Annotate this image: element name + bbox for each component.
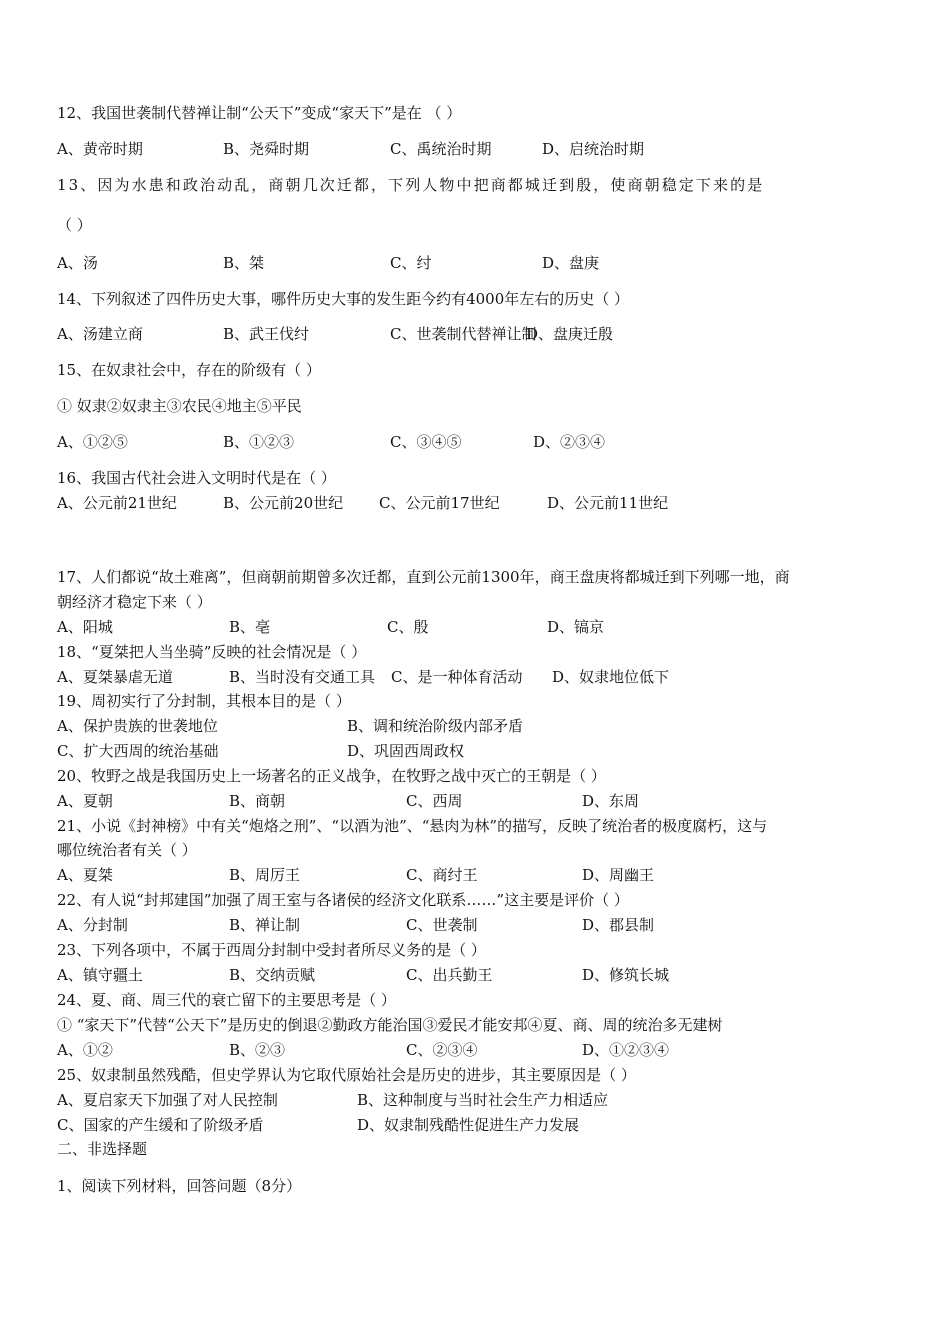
question-23: 23、下列各项中，不属于西周分封制中受封者所尽义务的是（ ） <box>57 941 486 959</box>
question-15: 15、在奴隶社会中，存在的阶级有（ ） <box>57 361 321 379</box>
option-d: D、②③④ <box>533 433 606 451</box>
question-15-choices: ① 奴隶②奴隶主③农民④地主⑤平民 <box>57 397 302 415</box>
option-a: A、夏启家天下加强了对人民控制 <box>57 1091 278 1109</box>
question-16: 16、我国古代社会进入文明时代是在（ ） <box>57 469 336 487</box>
question-24-choices: ① “家天下”代替“公天下”是历史的倒退②勤政方能治国③爱民才能安邦④夏、商、周的统治多无建树 <box>57 1016 723 1034</box>
option-a: A、①②⑤ <box>57 433 128 451</box>
option-d: D、公元前11世纪 <box>547 494 669 512</box>
question-21-options <box>57 865 654 885</box>
option-d: D、东周 <box>582 792 640 810</box>
question-20: 20、牧野之战是我国历史上一场著名的正义战争，在牧野之战中灭亡的王朝是（ ） <box>57 767 606 785</box>
non-choice-question-1: 1、阅读下列材料，回答问题（8分） <box>57 1177 302 1195</box>
question-25: 25、奴隶制虽然残酷，但史学界认为它取代原始社会是历史的进步，其主要原因是（ ） <box>57 1066 636 1084</box>
option-b: B、商朝 <box>229 792 286 810</box>
option-d: D、周幽王 <box>582 866 655 884</box>
option-d: D、巩固西周政权 <box>347 742 465 760</box>
option-b: B、交纳贡赋 <box>229 966 316 984</box>
question-24: 24、夏、商、周三代的衰亡留下的主要思考是（ ） <box>57 991 396 1009</box>
option-d: D、奴隶制残酷性促进生产力发展 <box>357 1116 580 1134</box>
option-a: A、汤建立商 <box>57 325 143 343</box>
option-d: D、修筑长城 <box>582 966 670 984</box>
option-c: C、商纣王 <box>406 866 478 884</box>
question-21-cont: 哪位统治者有关（ ） <box>57 841 197 859</box>
option-d: D、奴隶地位低下 <box>552 668 670 686</box>
option-a: A、黄帝时期 <box>57 140 143 158</box>
option-a: A、公元前21世纪 <box>57 494 177 512</box>
option-b: B、①②③ <box>223 433 295 451</box>
option-c: C、纣 <box>390 254 432 272</box>
option-c: C、出兵勤王 <box>406 966 493 984</box>
option-c: C、世袭制代替禅让制 <box>390 325 537 343</box>
option-b: B、武王伐纣 <box>223 325 310 343</box>
option-a: A、夏桀暴虐无道 <box>57 668 173 686</box>
question-17-options <box>57 617 604 637</box>
question-13: 13、因为水患和政治动乱，商朝几次迁都，下列人物中把商都城迁到殷，使商朝稳定下来的是 <box>57 176 765 194</box>
option-b: B、②③ <box>229 1041 286 1059</box>
question-21: 21、小说《封神榜》中有关“炮烙之刑”、“以酒为池”、“悬肉为林”的描写，反映了统治者的极度腐朽，这与 <box>57 817 768 835</box>
question-24-options <box>57 1040 669 1060</box>
question-19-options-row2 <box>57 741 464 761</box>
option-b: B、当时没有交通工具 <box>229 668 376 686</box>
option-a: A、保护贵族的世袭地位 <box>57 717 218 735</box>
option-c: C、禹统治时期 <box>390 140 492 158</box>
option-b: B、亳 <box>229 618 271 636</box>
question-17-cont: 朝经济才稳定下来（ ） <box>57 593 212 611</box>
question-18: 18、“夏桀把人当坐骑”反映的社会情况是（ ） <box>57 643 367 661</box>
question-13-paren: （ ） <box>57 216 92 234</box>
option-b: B、禅让制 <box>229 916 301 934</box>
question-17: 17、人们都说“故土难离”，但商朝前期曾多次迁都，直到公元前1300年，商王盘庚将都城迁到下列哪一地，商 <box>57 568 790 586</box>
option-c: C、国家的产生缓和了阶级矛盾 <box>57 1116 264 1134</box>
option-c: C、公元前17世纪 <box>379 494 500 512</box>
question-16-options <box>57 493 668 513</box>
option-a: A、夏朝 <box>57 792 113 810</box>
option-c: C、是一种体育活动 <box>391 668 523 686</box>
section-heading: 二、非选择题 <box>57 1140 148 1158</box>
question-19-options-row1 <box>57 716 523 736</box>
option-c: C、殷 <box>387 618 429 636</box>
option-c: C、②③④ <box>406 1041 478 1059</box>
option-a: A、阳城 <box>57 618 113 636</box>
question-12-options <box>57 139 644 159</box>
question-23-options <box>57 965 669 985</box>
question-12: 12、我国世袭制代替禅让制“公天下”变成“家天下”是在 （ ） <box>57 104 462 122</box>
option-d: D、盘庚 <box>542 254 600 272</box>
option-a: A、分封制 <box>57 916 128 934</box>
question-22-options <box>57 915 654 935</box>
question-15-options <box>57 432 605 452</box>
option-b: B、周厉王 <box>229 866 301 884</box>
option-a: A、夏桀 <box>57 866 113 884</box>
option-b: B、尧舜时期 <box>223 140 310 158</box>
question-14-options <box>57 324 613 344</box>
question-18-options <box>57 667 669 687</box>
question-25-options-row2 <box>57 1115 579 1135</box>
option-a: A、汤 <box>57 254 98 272</box>
option-b: B、桀 <box>223 254 265 272</box>
option-b: B、这种制度与当时社会生产力相适应 <box>357 1091 609 1109</box>
option-d: D、盘庚迁殷 <box>526 325 614 343</box>
option-d: D、启统治时期 <box>542 140 645 158</box>
question-25-options-row1 <box>57 1090 608 1110</box>
question-14: 14、下列叙述了四件历史大事，哪件历史大事的发生距今约有4000年左右的历史（ ） <box>57 290 630 308</box>
question-13-options <box>57 253 599 273</box>
option-d: D、郡县制 <box>582 916 655 934</box>
option-c: C、世袭制 <box>406 916 478 934</box>
option-c: C、西周 <box>406 792 463 810</box>
question-20-options <box>57 791 639 811</box>
option-c: C、③④⑤ <box>390 433 462 451</box>
option-d: D、①②③④ <box>582 1041 670 1059</box>
option-a: A、①② <box>57 1041 113 1059</box>
question-22: 22、有人说“封邦建国”加强了周王室与各诸侯的经济文化联系……”这主要是评价（ ） <box>57 891 629 909</box>
option-b: B、调和统治阶级内部矛盾 <box>347 717 524 735</box>
option-d: D、镐京 <box>547 618 605 636</box>
option-a: A、镇守疆土 <box>57 966 143 984</box>
option-b: B、公元前20世纪 <box>223 494 344 512</box>
option-c: C、扩大西周的统治基础 <box>57 742 219 760</box>
question-19: 19、周初实行了分封制，其根本目的是（ ） <box>57 692 351 710</box>
